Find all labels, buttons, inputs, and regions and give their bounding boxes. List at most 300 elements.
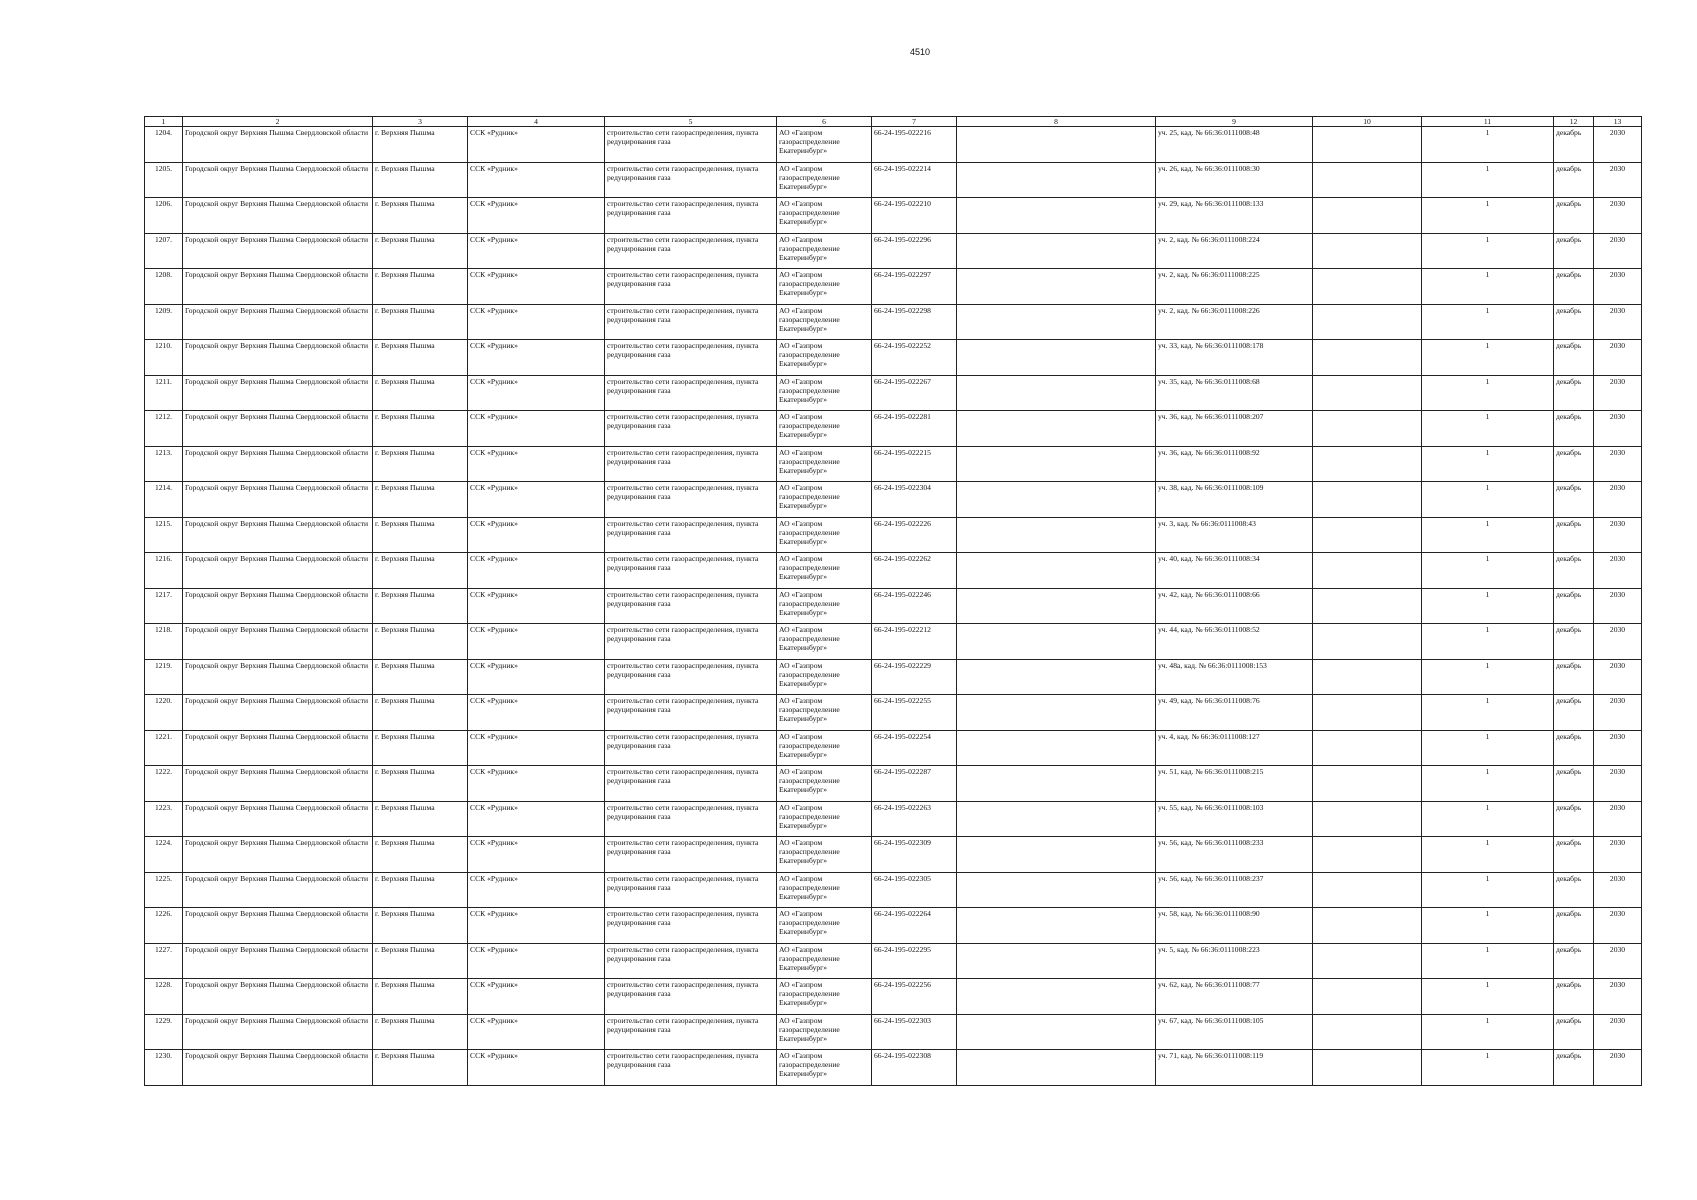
locality-cell: г. Верхняя Пышма (373, 304, 468, 340)
plot-cell: уч. 51, кад. № 66:36:0111008:215 (1156, 766, 1313, 802)
object-cell: ССК «Рудник» (468, 588, 605, 624)
table-row (145, 446, 1642, 482)
row-number: 1214. (145, 482, 183, 518)
plot-cell: уч. 2, кад. № 66:36:0111008:225 (1156, 269, 1313, 305)
purpose-cell: строительство сети газораспределения, пункта редуцирования газа (605, 837, 777, 873)
registry-code-cell: 66-24-195-022215 (872, 446, 957, 482)
object-cell: ССК «Рудник» (468, 162, 605, 198)
purpose-cell: строительство сети газораспределения, пункта редуцирования газа (605, 979, 777, 1015)
purpose-cell: строительство сети газораспределения, пункта редуцирования газа (605, 553, 777, 589)
month-cell: декабрь (1554, 375, 1594, 411)
quantity-cell: 1 (1422, 269, 1554, 305)
owner-cell: АО «Газпром газораспределение Екатеринбург» (777, 695, 872, 731)
row-number: 1209. (145, 304, 183, 340)
column-10-cell (1313, 517, 1422, 553)
registry-code-cell: 66-24-195-022214 (872, 162, 957, 198)
owner-cell: АО «Газпром газораспределение Екатеринбург» (777, 801, 872, 837)
column-8-cell (957, 162, 1156, 198)
year-cell: 2030 (1594, 1050, 1642, 1086)
month-cell: декабрь (1554, 695, 1594, 731)
column-8-cell (957, 1014, 1156, 1050)
owner-cell: АО «Газпром газораспределение Екатеринбург» (777, 411, 872, 447)
row-number: 1212. (145, 411, 183, 447)
column-8-cell (957, 304, 1156, 340)
row-number: 1223. (145, 801, 183, 837)
column-header: 3 (373, 117, 468, 127)
column-8-cell (957, 553, 1156, 589)
registry-code-cell: 66-24-195-022287 (872, 766, 957, 802)
locality-cell: г. Верхняя Пышма (373, 624, 468, 660)
column-8-cell (957, 730, 1156, 766)
purpose-cell: строительство сети газораспределения, пункта редуцирования газа (605, 766, 777, 802)
object-cell: ССК «Рудник» (468, 908, 605, 944)
month-cell: декабрь (1554, 304, 1594, 340)
column-10-cell (1313, 872, 1422, 908)
owner-cell: АО «Газпром газораспределение Екатеринбург» (777, 198, 872, 234)
object-cell: ССК «Рудник» (468, 411, 605, 447)
year-cell: 2030 (1594, 695, 1642, 731)
month-cell: декабрь (1554, 624, 1594, 660)
registry-code-cell: 66-24-195-022264 (872, 908, 957, 944)
territory-cell: Городской округ Верхняя Пышма Свердловской области (183, 624, 373, 660)
locality-cell: г. Верхняя Пышма (373, 233, 468, 269)
owner-cell: АО «Газпром газораспределение Екатеринбург» (777, 482, 872, 518)
column-10-cell (1313, 588, 1422, 624)
year-cell: 2030 (1594, 233, 1642, 269)
month-cell: декабрь (1554, 198, 1594, 234)
column-10-cell (1313, 411, 1422, 447)
locality-cell: г. Верхняя Пышма (373, 766, 468, 802)
year-cell: 2030 (1594, 872, 1642, 908)
quantity-cell: 1 (1422, 411, 1554, 447)
row-number: 1206. (145, 198, 183, 234)
territory-cell: Городской округ Верхняя Пышма Свердловской области (183, 162, 373, 198)
registry-code-cell: 66-24-195-022305 (872, 872, 957, 908)
territory-cell: Городской округ Верхняя Пышма Свердловской области (183, 411, 373, 447)
column-8-cell (957, 269, 1156, 305)
object-cell: ССК «Рудник» (468, 198, 605, 234)
month-cell: декабрь (1554, 801, 1594, 837)
purpose-cell: строительство сети газораспределения, пункта редуцирования газа (605, 304, 777, 340)
plot-cell: уч. 3, кад. № 66:36:0111008:43 (1156, 517, 1313, 553)
plot-cell: уч. 2, кад. № 66:36:0111008:224 (1156, 233, 1313, 269)
quantity-cell: 1 (1422, 979, 1554, 1015)
year-cell: 2030 (1594, 624, 1642, 660)
registry-code-cell: 66-24-195-022226 (872, 517, 957, 553)
owner-cell: АО «Газпром газораспределение Екатеринбург» (777, 162, 872, 198)
owner-cell: АО «Газпром газораспределение Екатеринбург» (777, 1014, 872, 1050)
object-cell: ССК «Рудник» (468, 1050, 605, 1086)
purpose-cell: строительство сети газораспределения, пункта редуцирования газа (605, 517, 777, 553)
column-header: 9 (1156, 117, 1313, 127)
month-cell: декабрь (1554, 411, 1594, 447)
purpose-cell: строительство сети газораспределения, пункта редуцирования газа (605, 588, 777, 624)
purpose-cell: строительство сети газораспределения, пункта редуцирования газа (605, 1014, 777, 1050)
month-cell: декабрь (1554, 269, 1594, 305)
quantity-cell: 1 (1422, 766, 1554, 802)
page-number: 4510 (909, 47, 931, 57)
registry-code-cell: 66-24-195-022296 (872, 233, 957, 269)
column-8-cell (957, 659, 1156, 695)
object-cell: ССК «Рудник» (468, 340, 605, 376)
year-cell: 2030 (1594, 304, 1642, 340)
object-cell: ССК «Рудник» (468, 624, 605, 660)
plot-cell: уч. 29, кад. № 66:36:0111008:133 (1156, 198, 1313, 234)
registry-code-cell: 66-24-195-022304 (872, 482, 957, 518)
month-cell: декабрь (1554, 943, 1594, 979)
column-10-cell (1313, 979, 1422, 1015)
registry-code-cell: 66-24-195-022256 (872, 979, 957, 1015)
territory-cell: Городской округ Верхняя Пышма Свердловской области (183, 1050, 373, 1086)
table-row (145, 837, 1642, 873)
plot-cell: уч. 56, кад. № 66:36:0111008:237 (1156, 872, 1313, 908)
plot-cell: уч. 25, кад. № 66:36:0111008:48 (1156, 127, 1313, 163)
year-cell: 2030 (1594, 375, 1642, 411)
locality-cell: г. Верхняя Пышма (373, 730, 468, 766)
year-cell: 2030 (1594, 730, 1642, 766)
registry-code-cell: 66-24-195-022303 (872, 1014, 957, 1050)
quantity-cell: 1 (1422, 695, 1554, 731)
object-cell: ССК «Рудник» (468, 1014, 605, 1050)
quantity-cell: 1 (1422, 162, 1554, 198)
locality-cell: г. Верхняя Пышма (373, 198, 468, 234)
table-row (145, 127, 1642, 163)
year-cell: 2030 (1594, 446, 1642, 482)
quantity-cell: 1 (1422, 659, 1554, 695)
column-header: 4 (468, 117, 605, 127)
table-row (145, 304, 1642, 340)
locality-cell: г. Верхняя Пышма (373, 1014, 468, 1050)
locality-cell: г. Верхняя Пышма (373, 908, 468, 944)
registry-code-cell: 66-24-195-022295 (872, 943, 957, 979)
quantity-cell: 1 (1422, 340, 1554, 376)
object-cell: ССК «Рудник» (468, 127, 605, 163)
quantity-cell: 1 (1422, 801, 1554, 837)
plot-cell: уч. 33, кад. № 66:36:0111008:178 (1156, 340, 1313, 376)
quantity-cell: 1 (1422, 1014, 1554, 1050)
purpose-cell: строительство сети газораспределения, пункта редуцирования газа (605, 233, 777, 269)
quantity-cell: 1 (1422, 517, 1554, 553)
territory-cell: Городской округ Верхняя Пышма Свердловской области (183, 943, 373, 979)
locality-cell: г. Верхняя Пышма (373, 588, 468, 624)
column-8-cell (957, 340, 1156, 376)
table-row (145, 943, 1642, 979)
year-cell: 2030 (1594, 588, 1642, 624)
column-8-cell (957, 979, 1156, 1015)
column-8-cell (957, 198, 1156, 234)
locality-cell: г. Верхняя Пышма (373, 446, 468, 482)
purpose-cell: строительство сети газораспределения, пункта редуцирования газа (605, 1050, 777, 1086)
plot-cell: уч. 55, кад. № 66:36:0111008:103 (1156, 801, 1313, 837)
column-8-cell (957, 446, 1156, 482)
row-number: 1205. (145, 162, 183, 198)
plot-cell: уч. 40, кад. № 66:36:0111008:34 (1156, 553, 1313, 589)
owner-cell: АО «Газпром газораспределение Екатеринбург» (777, 766, 872, 802)
territory-cell: Городской округ Верхняя Пышма Свердловской области (183, 979, 373, 1015)
plot-cell: уч. 36, кад. № 66:36:0111008:92 (1156, 446, 1313, 482)
row-number: 1229. (145, 1014, 183, 1050)
year-cell: 2030 (1594, 908, 1642, 944)
month-cell: декабрь (1554, 908, 1594, 944)
quantity-cell: 1 (1422, 198, 1554, 234)
purpose-cell: строительство сети газораспределения, пункта редуцирования газа (605, 943, 777, 979)
plot-cell: уч. 58, кад. № 66:36:0111008:90 (1156, 908, 1313, 944)
table-row (145, 730, 1642, 766)
registry-code-cell: 66-24-195-022216 (872, 127, 957, 163)
owner-cell: АО «Газпром газораспределение Екатеринбург» (777, 908, 872, 944)
locality-cell: г. Верхняя Пышма (373, 801, 468, 837)
column-10-cell (1313, 482, 1422, 518)
column-10-cell (1313, 198, 1422, 234)
quantity-cell: 1 (1422, 730, 1554, 766)
column-8-cell (957, 233, 1156, 269)
purpose-cell: строительство сети газораспределения, пункта редуцирования газа (605, 340, 777, 376)
object-cell: ССК «Рудник» (468, 482, 605, 518)
table-row (145, 872, 1642, 908)
row-number: 1204. (145, 127, 183, 163)
year-cell: 2030 (1594, 269, 1642, 305)
month-cell: декабрь (1554, 588, 1594, 624)
column-8-cell (957, 801, 1156, 837)
locality-cell: г. Верхняя Пышма (373, 979, 468, 1015)
year-cell: 2030 (1594, 517, 1642, 553)
territory-cell: Городской округ Верхняя Пышма Свердловской области (183, 340, 373, 376)
month-cell: декабрь (1554, 766, 1594, 802)
registry-code-cell: 66-24-195-022212 (872, 624, 957, 660)
territory-cell: Городской округ Верхняя Пышма Свердловской области (183, 127, 373, 163)
locality-cell: г. Верхняя Пышма (373, 659, 468, 695)
plot-cell: уч. 4, кад. № 66:36:0111008:127 (1156, 730, 1313, 766)
column-header: 10 (1313, 117, 1422, 127)
object-cell: ССК «Рудник» (468, 446, 605, 482)
owner-cell: АО «Газпром газораспределение Екатеринбург» (777, 304, 872, 340)
column-10-cell (1313, 1050, 1422, 1086)
month-cell: декабрь (1554, 730, 1594, 766)
object-cell: ССК «Рудник» (468, 695, 605, 731)
column-10-cell (1313, 659, 1422, 695)
purpose-cell: строительство сети газораспределения, пункта редуцирования газа (605, 624, 777, 660)
table-row (145, 1014, 1642, 1050)
registry-code-cell: 66-24-195-022297 (872, 269, 957, 305)
row-number: 1211. (145, 375, 183, 411)
locality-cell: г. Верхняя Пышма (373, 553, 468, 589)
object-cell: ССК «Рудник» (468, 872, 605, 908)
territory-cell: Городской округ Верхняя Пышма Свердловской области (183, 872, 373, 908)
column-8-cell (957, 1050, 1156, 1086)
purpose-cell: строительство сети газораспределения, пункта редуцирования газа (605, 162, 777, 198)
territory-cell: Городской округ Верхняя Пышма Свердловской области (183, 588, 373, 624)
object-cell: ССК «Рудник» (468, 233, 605, 269)
locality-cell: г. Верхняя Пышма (373, 482, 468, 518)
column-10-cell (1313, 127, 1422, 163)
row-number: 1227. (145, 943, 183, 979)
territory-cell: Городской округ Верхняя Пышма Свердловской области (183, 801, 373, 837)
plot-cell: уч. 67, кад. № 66:36:0111008:105 (1156, 1014, 1313, 1050)
row-number: 1216. (145, 553, 183, 589)
locality-cell: г. Верхняя Пышма (373, 269, 468, 305)
plot-cell: уч. 56, кад. № 66:36:0111008:233 (1156, 837, 1313, 873)
locality-cell: г. Верхняя Пышма (373, 517, 468, 553)
registry-code-cell: 66-24-195-022309 (872, 837, 957, 873)
owner-cell: АО «Газпром газораспределение Екатеринбург» (777, 127, 872, 163)
column-10-cell (1313, 233, 1422, 269)
column-8-cell (957, 766, 1156, 802)
column-8-cell (957, 837, 1156, 873)
month-cell: декабрь (1554, 127, 1594, 163)
territory-cell: Городской округ Верхняя Пышма Свердловской области (183, 482, 373, 518)
month-cell: декабрь (1554, 233, 1594, 269)
registry-code-cell: 66-24-195-022210 (872, 198, 957, 234)
row-number: 1228. (145, 979, 183, 1015)
registry-code-cell: 66-24-195-022263 (872, 801, 957, 837)
month-cell: декабрь (1554, 1014, 1594, 1050)
column-header: 11 (1422, 117, 1554, 127)
table-row (145, 233, 1642, 269)
month-cell: декабрь (1554, 1050, 1594, 1086)
column-10-cell (1313, 269, 1422, 305)
column-10-cell (1313, 801, 1422, 837)
quantity-cell: 1 (1422, 588, 1554, 624)
column-8-cell (957, 127, 1156, 163)
year-cell: 2030 (1594, 979, 1642, 1015)
year-cell: 2030 (1594, 1014, 1642, 1050)
row-number: 1226. (145, 908, 183, 944)
column-header: 13 (1594, 117, 1642, 127)
purpose-cell: строительство сети газораспределения, пункта редуцирования газа (605, 411, 777, 447)
column-10-cell (1313, 162, 1422, 198)
plot-cell: уч. 5, кад. № 66:36:0111008:223 (1156, 943, 1313, 979)
locality-cell: г. Верхняя Пышма (373, 872, 468, 908)
object-cell: ССК «Рудник» (468, 730, 605, 766)
year-cell: 2030 (1594, 482, 1642, 518)
column-header: 2 (183, 117, 373, 127)
territory-cell: Городской округ Верхняя Пышма Свердловской области (183, 233, 373, 269)
plot-cell: уч. 42, кад. № 66:36:0111008:66 (1156, 588, 1313, 624)
year-cell: 2030 (1594, 411, 1642, 447)
column-8-cell (957, 588, 1156, 624)
column-10-cell (1313, 553, 1422, 589)
column-number-row (145, 117, 1642, 127)
year-cell: 2030 (1594, 553, 1642, 589)
table-row (145, 162, 1642, 198)
territory-cell: Городской округ Верхняя Пышма Свердловской области (183, 837, 373, 873)
table-row (145, 482, 1642, 518)
month-cell: декабрь (1554, 517, 1594, 553)
plot-cell: уч. 38, кад. № 66:36:0111008:109 (1156, 482, 1313, 518)
locality-cell: г. Верхняя Пышма (373, 162, 468, 198)
month-cell: декабрь (1554, 837, 1594, 873)
column-8-cell (957, 943, 1156, 979)
table-row (145, 588, 1642, 624)
year-cell: 2030 (1594, 340, 1642, 376)
year-cell: 2030 (1594, 837, 1642, 873)
quantity-cell: 1 (1422, 127, 1554, 163)
owner-cell: АО «Газпром газораспределение Екатеринбург» (777, 375, 872, 411)
column-10-cell (1313, 730, 1422, 766)
quantity-cell: 1 (1422, 872, 1554, 908)
territory-cell: Городской округ Верхняя Пышма Свердловской области (183, 517, 373, 553)
row-number: 1225. (145, 872, 183, 908)
owner-cell: АО «Газпром газораспределение Екатеринбург» (777, 624, 872, 660)
row-number: 1218. (145, 624, 183, 660)
owner-cell: АО «Газпром газораспределение Екатеринбург» (777, 233, 872, 269)
table-row (145, 659, 1642, 695)
month-cell: декабрь (1554, 482, 1594, 518)
plot-cell: уч. 26, кад. № 66:36:0111008:30 (1156, 162, 1313, 198)
quantity-cell: 1 (1422, 1050, 1554, 1086)
plot-cell: уч. 35, кад. № 66:36:0111008:68 (1156, 375, 1313, 411)
owner-cell: АО «Газпром газораспределение Екатеринбург» (777, 1050, 872, 1086)
territory-cell: Городской округ Верхняя Пышма Свердловской области (183, 269, 373, 305)
year-cell: 2030 (1594, 659, 1642, 695)
owner-cell: АО «Газпром газораспределение Екатеринбург» (777, 340, 872, 376)
quantity-cell: 1 (1422, 624, 1554, 660)
column-10-cell (1313, 908, 1422, 944)
table-row (145, 340, 1642, 376)
registry-code-cell: 66-24-195-022246 (872, 588, 957, 624)
year-cell: 2030 (1594, 162, 1642, 198)
quantity-cell: 1 (1422, 553, 1554, 589)
column-8-cell (957, 908, 1156, 944)
territory-cell: Городской округ Верхняя Пышма Свердловской области (183, 446, 373, 482)
territory-cell: Городской округ Верхняя Пышма Свердловской области (183, 198, 373, 234)
plot-cell: уч. 48а, кад. № 66:36:0111008:153 (1156, 659, 1313, 695)
purpose-cell: строительство сети газораспределения, пункта редуцирования газа (605, 198, 777, 234)
plot-cell: уч. 62, кад. № 66:36:0111008:77 (1156, 979, 1313, 1015)
purpose-cell: строительство сети газораспределения, пункта редуцирования газа (605, 127, 777, 163)
purpose-cell: строительство сети газораспределения, пункта редуцирования газа (605, 801, 777, 837)
year-cell: 2030 (1594, 127, 1642, 163)
table-row (145, 908, 1642, 944)
table-row (145, 695, 1642, 731)
column-8-cell (957, 517, 1156, 553)
month-cell: декабрь (1554, 872, 1594, 908)
registry-code-cell: 66-24-195-022229 (872, 659, 957, 695)
registry-code-cell: 66-24-195-022255 (872, 695, 957, 731)
purpose-cell: строительство сети газораспределения, пункта редуцирования газа (605, 695, 777, 731)
plot-cell: уч. 36, кад. № 66:36:0111008:207 (1156, 411, 1313, 447)
row-number: 1210. (145, 340, 183, 376)
column-8-cell (957, 411, 1156, 447)
column-10-cell (1313, 304, 1422, 340)
purpose-cell: строительство сети газораспределения, пункта редуцирования газа (605, 269, 777, 305)
table-row (145, 411, 1642, 447)
year-cell: 2030 (1594, 801, 1642, 837)
column-8-cell (957, 695, 1156, 731)
owner-cell: АО «Газпром газораспределение Екатеринбург» (777, 730, 872, 766)
column-header: 8 (957, 117, 1156, 127)
owner-cell: АО «Газпром газораспределение Екатеринбург» (777, 872, 872, 908)
column-8-cell (957, 482, 1156, 518)
territory-cell: Городской округ Верхняя Пышма Свердловской области (183, 375, 373, 411)
territory-cell: Городской округ Верхняя Пышма Свердловской области (183, 659, 373, 695)
object-cell: ССК «Рудник» (468, 837, 605, 873)
column-10-cell (1313, 695, 1422, 731)
row-number: 1224. (145, 837, 183, 873)
owner-cell: АО «Газпром газораспределение Екатеринбург» (777, 553, 872, 589)
purpose-cell: строительство сети газораспределения, пункта редуцирования газа (605, 659, 777, 695)
owner-cell: АО «Газпром газораспределение Екатеринбург» (777, 588, 872, 624)
object-cell: ССК «Рудник» (468, 943, 605, 979)
column-10-cell (1313, 340, 1422, 376)
column-header: 1 (145, 117, 183, 127)
purpose-cell: строительство сети газораспределения, пункта редуцирования газа (605, 908, 777, 944)
territory-cell: Городской округ Верхняя Пышма Свердловской области (183, 766, 373, 802)
month-cell: декабрь (1554, 446, 1594, 482)
table-row (145, 624, 1642, 660)
row-number: 1222. (145, 766, 183, 802)
year-cell: 2030 (1594, 943, 1642, 979)
